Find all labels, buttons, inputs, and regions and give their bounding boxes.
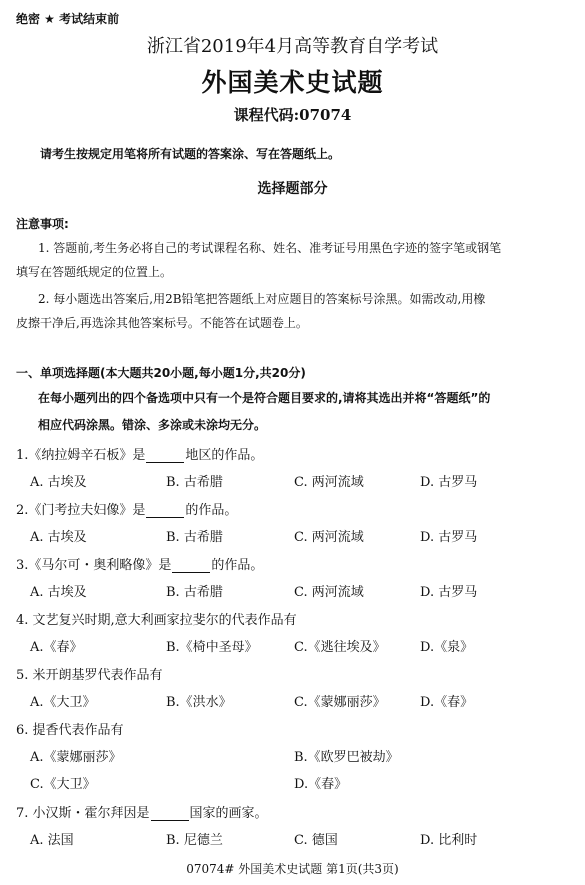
question-3-text-end: 的作品。	[211, 558, 264, 573]
question-2-text-end: 的作品。	[185, 503, 238, 518]
q1-option-d: D. 古罗马	[420, 475, 478, 490]
note-item-2-line-1: 2. 每小题选出答案后,用2B铅笔把答题纸上对应题目的答案标号涂黑。如需改动,用橡	[38, 292, 486, 306]
question-3-text: 3.《马尔可・奥利略像》是	[16, 558, 172, 573]
q3-option-b: B. 古希腊	[166, 585, 223, 600]
confidentiality-mark: 绝密 ★ 考试结束前	[16, 12, 120, 26]
q7-option-d: D. 比利时	[420, 833, 478, 848]
q5-option-b: B.《洪水》	[166, 695, 232, 710]
question-7-text-end: 国家的画家。	[189, 806, 268, 821]
q6-option-a: A.《蒙娜丽莎》	[30, 750, 122, 765]
q5-option-a: A.《大卫》	[30, 695, 96, 710]
answer-blank	[146, 505, 184, 518]
q2-option-d: D. 古罗马	[420, 530, 478, 545]
q1-option-b: B. 古希腊	[166, 475, 223, 490]
course-code: 课程代码:07074	[233, 106, 352, 124]
notice-top: 请考生按规定用笔将所有试题的答案涂、写在答题纸上。	[40, 147, 341, 161]
note-item-2-line-2: 皮擦干净后,再选涂其他答案标号。不能答在试题卷上。	[16, 316, 308, 330]
question-2	[16, 499, 237, 518]
question-6: 6. 提香代表作品有	[16, 723, 124, 738]
question-7-text: 7. 小汉斯・霍尔拜因是	[16, 806, 150, 821]
question-3	[16, 554, 263, 573]
part1-instruction-line-2: 相应代码涂黑。错涂、多涂或未涂均无分。	[38, 418, 267, 432]
notes-title: 注意事项:	[16, 217, 69, 231]
q6-option-b: B.《欧罗巴被劫》	[294, 750, 399, 765]
part1-title: 一、单项选择题(本大题共20小题,每小题1分,共20分)	[16, 366, 306, 380]
q4-option-c: C.《逃往埃及》	[294, 640, 386, 655]
q3-option-c: C. 两河流域	[294, 585, 364, 600]
q1-option-c: C. 两河流域	[294, 475, 364, 490]
part1-instruction-line-1: 在每小题列出的四个备选项中只有一个是符合题目要求的,请将其选出并将“答题纸”的	[38, 391, 491, 405]
answer-blank	[151, 808, 189, 821]
question-1	[16, 444, 263, 463]
q4-option-b: B.《椅中圣母》	[166, 640, 258, 655]
question-1-text-end: 地区的作品。	[185, 448, 264, 463]
answer-blank	[172, 560, 210, 573]
q1-option-a: A. 古埃及	[30, 475, 87, 490]
q2-option-c: C. 两河流域	[294, 530, 364, 545]
q3-option-a: A. 古埃及	[30, 585, 87, 600]
paper-title: 外国美术史试题	[201, 68, 384, 97]
q6-option-d: D.《春》	[294, 777, 348, 792]
exam-title: 浙江省2019年4月高等教育自学考试	[146, 36, 439, 57]
q7-option-c: C. 德国	[294, 833, 338, 848]
question-1-text: 1.《纳拉姆辛石板》是	[16, 448, 146, 463]
q5-option-c: C.《蒙娜丽莎》	[294, 695, 386, 710]
question-4: 4. 文艺复兴时期,意大利画家拉斐尔的代表作品有	[16, 613, 297, 628]
question-7	[16, 802, 268, 821]
question-5: 5. 米开朗基罗代表作品有	[16, 668, 163, 683]
note-item-1-line-1: 1. 答题前,考生务必将自己的考试课程名称、姓名、准考证号用黑色字迹的签字笔或钢笔	[38, 241, 502, 255]
q7-option-a: A. 法国	[30, 833, 74, 848]
question-2-text: 2.《门考拉夫妇像》是	[16, 503, 146, 518]
section-heading: 选择题部分	[257, 181, 328, 197]
q4-option-d: D.《泉》	[420, 640, 474, 655]
q4-option-a: A.《春》	[30, 640, 83, 655]
q3-option-d: D. 古罗马	[420, 585, 478, 600]
q7-option-b: B. 尼德兰	[166, 833, 223, 848]
q2-option-a: A. 古埃及	[30, 530, 87, 545]
answer-blank	[146, 450, 184, 463]
page-footer: 07074# 外国美术史试题 第1页(共3页)	[186, 862, 399, 876]
q2-option-b: B. 古希腊	[166, 530, 223, 545]
q6-option-c: C.《大卫》	[30, 777, 96, 792]
q5-option-d: D.《春》	[420, 695, 474, 710]
note-item-1-line-2: 填写在答题纸规定的位置上。	[16, 265, 173, 279]
